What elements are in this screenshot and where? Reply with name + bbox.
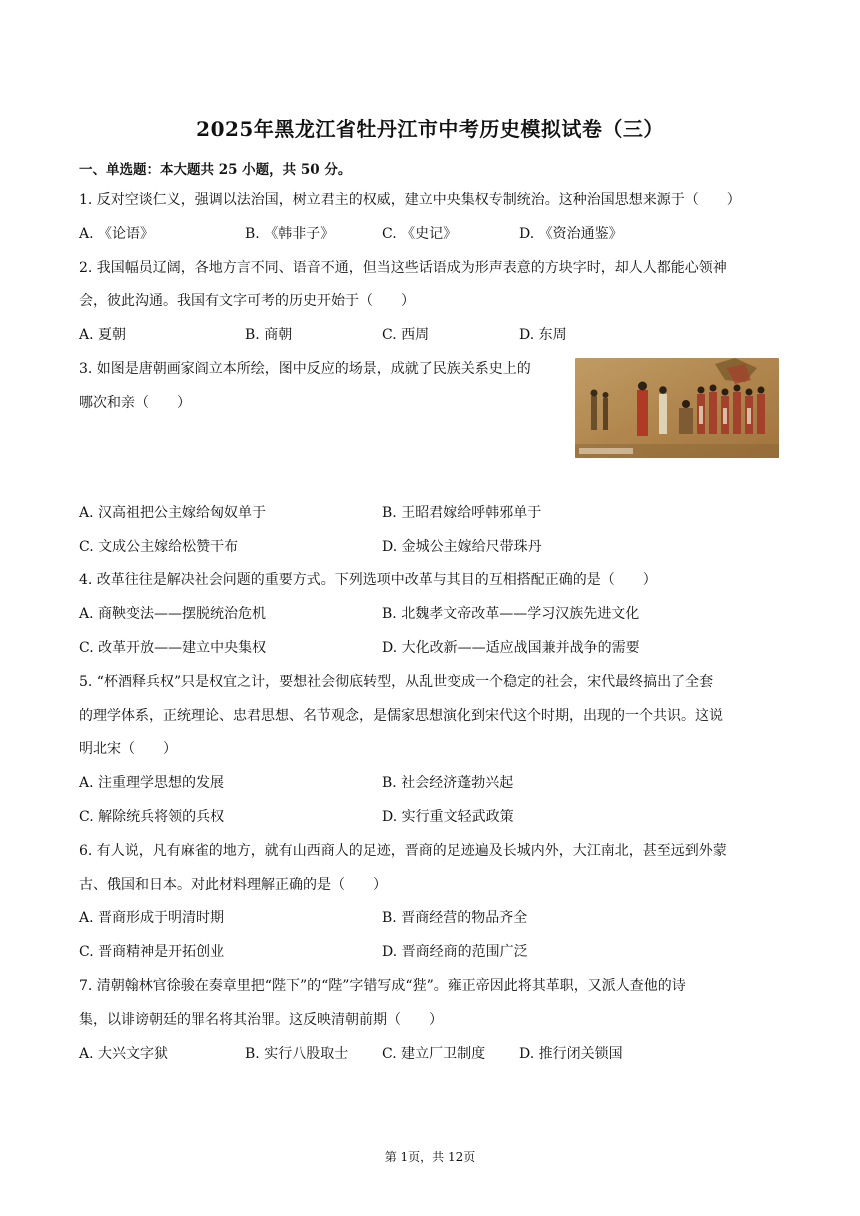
- q3-option-d: D. 金城公主嫁给尺带珠丹: [382, 539, 542, 555]
- q5-option-b: B. 社会经济蓬勃兴起: [382, 775, 514, 791]
- question-1-stem: 1. 反对空谈仁义，强调以法治国，树立君主的权威，建立中央集权专制统治。这种治国思想来源于（ ）: [79, 192, 741, 208]
- q3-option-c: C. 文成公主嫁给松赞干布: [79, 539, 239, 555]
- q2-option-c: C. 西周: [382, 327, 430, 343]
- q5-option-c: C. 解除统兵将领的兵权: [79, 809, 225, 825]
- section-heading: 一、单选题：本大题共 25 小题，共 50 分。: [79, 162, 352, 178]
- question-6-stem-line-1: 6. 有人说，凡有麻雀的地方，就有山西商人的足迹，晋商的足迹遍及长城内外，大江南北，甚至远到外蒙: [79, 843, 727, 859]
- question-5-stem-line-1: 5. “杯酒释兵权”只是权宜之计，要想社会彻底转型，从乱世变成一个稳定的社会，宋代最终搞出了全套: [79, 674, 714, 690]
- q7-option-d: D. 推行闭关锁国: [519, 1046, 623, 1062]
- question-5-stem-line-2: 的理学体系，正统理论、忠君思想、名节观念，是儒家思想演化到宋代这个时期，出现的一个共识。这说: [79, 708, 723, 724]
- question-4-stem: 4. 改革往往是解决社会问题的重要方式。下列选项中改革与其目的互相搭配正确的是（ ）: [79, 572, 657, 588]
- question-5-stem-line-3: 明北宋（ ）: [79, 741, 177, 757]
- question-3-stem-line-1: 3. 如图是唐朝画家阎立本所绘，图中反应的场景，成就了民族关系史上的: [79, 361, 531, 377]
- page-title: 2025年黑龙江省牡丹江市中考历史模拟试卷（三）: [196, 117, 664, 141]
- tang-court-painting-image: [575, 358, 779, 458]
- question-6-stem-line-2: 古、俄国和日本。对此材料理解正确的是（ ）: [79, 877, 387, 893]
- q7-option-c: C. 建立厂卫制度: [382, 1046, 486, 1062]
- q4-option-a: A. 商鞅变法——摆脱统治危机: [79, 606, 267, 622]
- q6-option-a: A. 晋商形成于明清时期: [79, 910, 225, 926]
- question-3-stem-line-2: 哪次和亲（ ）: [79, 395, 191, 411]
- painting-figure: [575, 358, 779, 458]
- q6-option-c: C. 晋商精神是开拓创业: [79, 944, 225, 960]
- q5-option-d: D. 实行重文轻武政策: [382, 809, 514, 825]
- q3-option-b: B. 王昭君嫁给呼韩邪单于: [382, 505, 542, 521]
- page-footer: 第 1页，共 12页: [384, 1150, 476, 1164]
- question-7-stem-line-2: 集，以诽谤朝廷的罪名将其治罪。这反映清朝前期（ ）: [79, 1012, 443, 1028]
- q4-option-d: D. 大化改新——适应战国兼并战争的需要: [382, 640, 640, 656]
- q1-option-d: D. 《资治通鉴》: [519, 226, 623, 242]
- q4-option-c: C. 改革开放——建立中央集权: [79, 640, 267, 656]
- q6-option-b: B. 晋商经营的物品齐全: [382, 910, 528, 926]
- q4-option-b: B. 北魏孝文帝改革——学习汉族先进文化: [382, 606, 640, 622]
- q1-option-a: A. 《论语》: [79, 226, 155, 242]
- q2-option-d: D. 东周: [519, 327, 567, 343]
- q7-option-a: A. 大兴文字狱: [79, 1046, 169, 1062]
- question-7-stem-line-1: 7. 清朝翰林官徐骏在奏章里把“陛下”的“陛”字错写成“狴”。雍正帝因此将其革职，又派人查他的诗: [79, 978, 686, 994]
- q1-option-c: C. 《史记》: [382, 226, 458, 242]
- q1-option-b: B. 《韩非子》: [245, 226, 335, 242]
- q3-option-a: A. 汉高祖把公主嫁给匈奴单于: [79, 505, 267, 521]
- q2-option-a: A. 夏朝: [79, 327, 127, 343]
- q6-option-d: D. 晋商经商的范围广泛: [382, 944, 528, 960]
- question-2-stem-line-1: 2. 我国幅员辽阔，各地方言不同、语音不通，但当这些话语成为形声表意的方块字时，却人人都能心领神: [79, 260, 727, 276]
- q2-option-b: B. 商朝: [245, 327, 293, 343]
- q5-option-a: A. 注重理学思想的发展: [79, 775, 225, 791]
- question-2-stem-line-2: 会，彼此沟通。我国有文字可考的历史开始于（ ）: [79, 293, 415, 309]
- q7-option-b: B. 实行八股取士: [245, 1046, 349, 1062]
